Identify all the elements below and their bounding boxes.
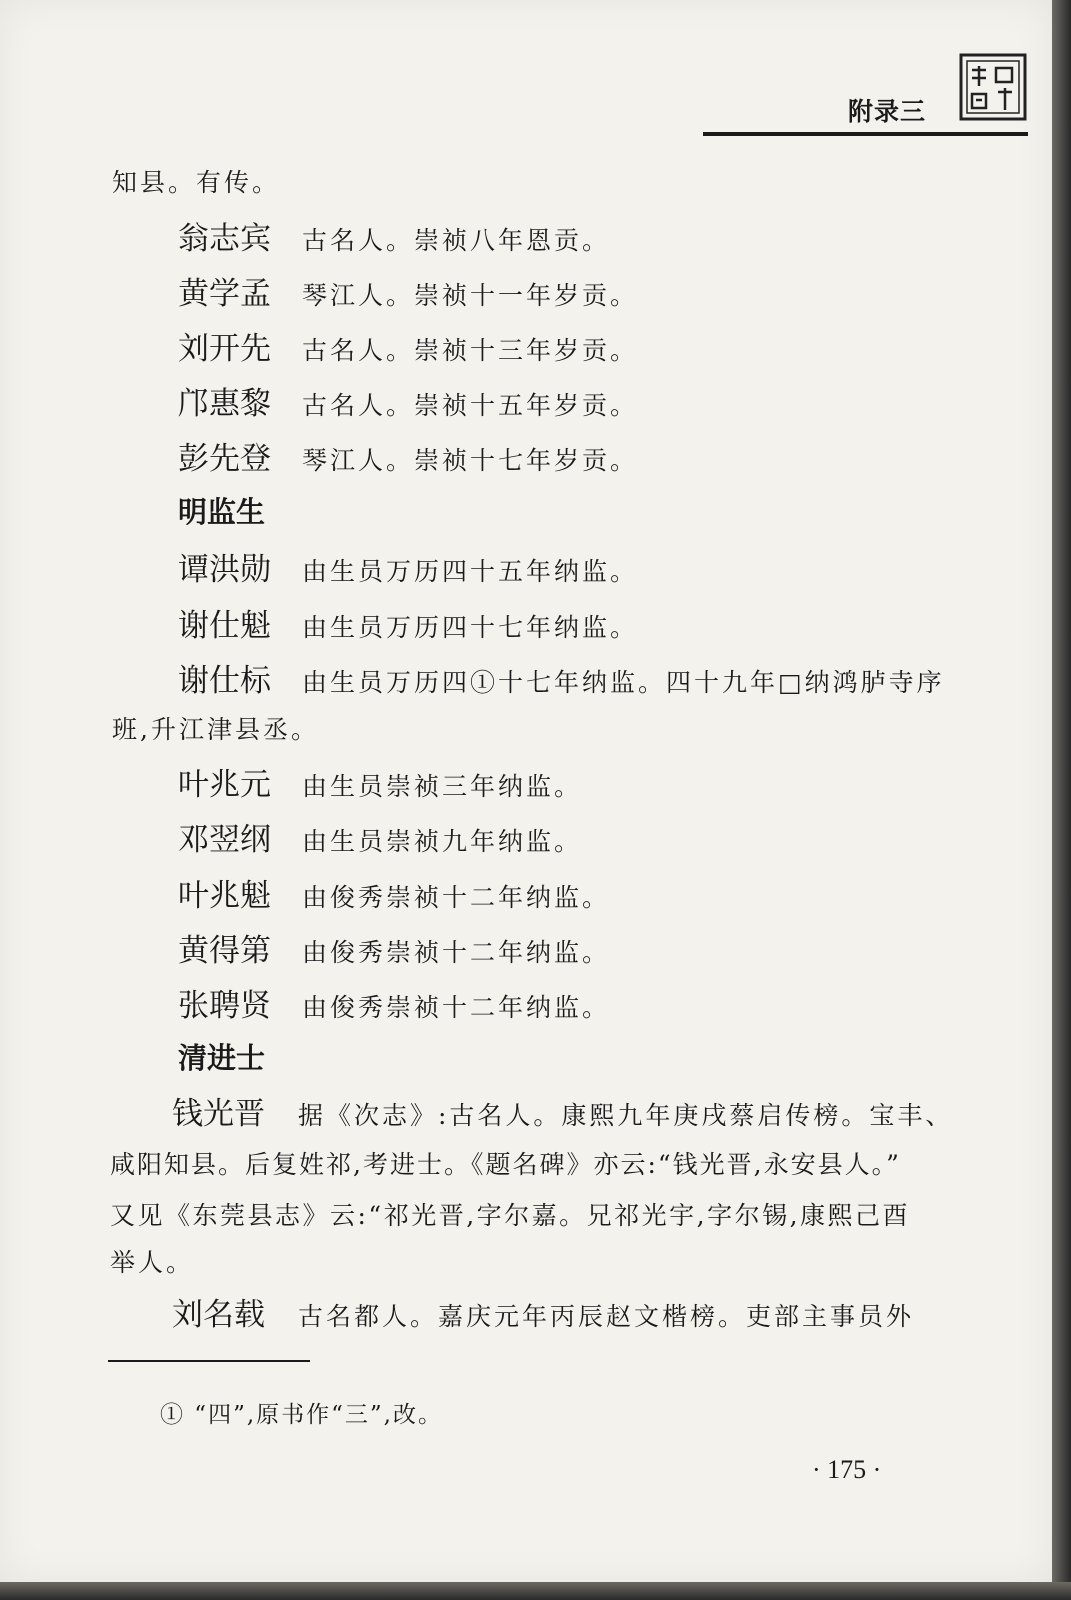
entry-text: 由俊秀崇祯十二年纳监。	[302, 993, 611, 1022]
footnote: ① “四”,原书作“三”,改。	[160, 1402, 443, 1428]
page-edge-shadow	[0, 1582, 1071, 1600]
entry-continuation: 又见《东莞县志》云:“祁光晋,字尔嘉。兄祁光宇,字尔锡,康熙己酉	[110, 1201, 911, 1230]
entry-row	[178, 332, 638, 368]
entry-name: 刘名载	[172, 1297, 265, 1333]
entry-row	[178, 553, 638, 589]
section-heading: 明监生	[178, 495, 266, 529]
entry-text: 由生员崇祯三年纳监。	[302, 772, 583, 801]
entry-row	[178, 442, 638, 478]
entry-name: 邝惠黎	[178, 386, 271, 422]
page-number: · 175 ·	[812, 1455, 882, 1484]
entry-name: 叶兆元	[178, 767, 271, 803]
entry-name: 邓翌纲	[178, 822, 271, 858]
header-title: 附录三	[848, 97, 927, 126]
entry-name: 谢仕魁	[178, 608, 271, 644]
entry-row	[178, 387, 638, 423]
entry-row	[178, 934, 610, 970]
body-line-intro: 知县。有传。	[112, 168, 281, 197]
entry-name: 翁志宾	[178, 221, 271, 257]
entry-row	[178, 664, 945, 700]
entry-row	[178, 879, 610, 915]
entry-name: 谢仕标	[178, 663, 271, 699]
entry-name: 黄得第	[178, 933, 271, 969]
entry-row	[178, 277, 638, 313]
entry-text: 由生员万历四十七年纳监。	[302, 613, 639, 642]
seal-stamp-icon	[958, 52, 1028, 122]
entry-name: 谭洪勋	[178, 552, 271, 588]
entry-name: 叶兆魁	[178, 878, 271, 914]
entry-name: 黄学孟	[178, 276, 271, 312]
entry-text: 由生员万历四十五年纳监。	[302, 557, 639, 586]
entry-row	[172, 1097, 953, 1133]
entry-name: 彭先登	[178, 441, 271, 477]
entry-text: 琴江人。崇祯十一年岁贡。	[302, 281, 639, 310]
entry-text: 由俊秀崇祯十二年纳监。	[302, 938, 611, 967]
entry-row	[178, 823, 582, 859]
entry-text: 据《次志》:古名人。康熙九年庚戌蔡启传榜。宝丰、	[298, 1101, 954, 1130]
entry-name: 钱光晋	[172, 1096, 265, 1132]
footnote-rule	[108, 1360, 310, 1362]
entry-row	[178, 768, 582, 804]
entry-text: 古名人。崇祯十五年岁贡。	[302, 391, 639, 420]
entry-row	[178, 222, 610, 258]
entry-row	[178, 989, 610, 1025]
entry-row	[172, 1298, 914, 1334]
entry-continuation: 举人。	[110, 1248, 195, 1277]
entry-text: 古名人。崇祯八年恩贡。	[302, 226, 611, 255]
entry-row	[178, 609, 638, 645]
entry-text: 由俊秀崇祯十二年纳监。	[302, 883, 611, 912]
page-edge-shadow	[1052, 0, 1071, 1600]
entry-text: 由生员万历四①十七年纳监。四十九年□纳鸿胪寺序	[302, 668, 945, 697]
header-rule	[703, 132, 1028, 136]
entry-continuation: 班,升江津县丞。	[112, 715, 319, 744]
entry-text: 古名人。崇祯十三年岁贡。	[302, 336, 639, 365]
entry-continuation: 咸阳知县。后复姓祁,考进士。《题名碑》亦云:“钱光晋,永安县人。”	[110, 1150, 901, 1179]
entry-name: 张聘贤	[178, 988, 271, 1024]
entry-text: 由生员崇祯九年纳监。	[302, 827, 583, 856]
entry-text: 琴江人。崇祯十七年岁贡。	[302, 446, 639, 475]
entry-text: 古名都人。嘉庆元年丙辰赵文楷榜。吏部主事员外	[298, 1302, 915, 1331]
section-heading: 清进士	[178, 1041, 266, 1075]
entry-name: 刘开先	[178, 331, 271, 367]
